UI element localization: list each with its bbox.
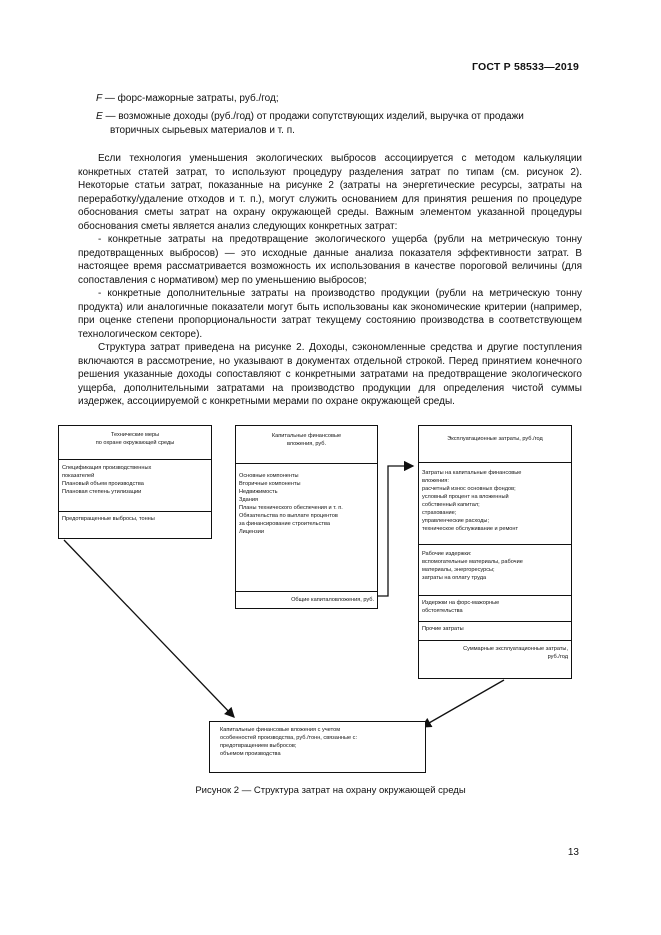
body-line: Основные компоненты — [239, 473, 299, 479]
title-line: Технические меры — [110, 432, 160, 438]
box-technical-measures — [58, 425, 212, 539]
box-capital-investments — [235, 425, 378, 609]
cell-line: вложения: — [422, 478, 449, 484]
cost-cell-other — [419, 622, 571, 641]
cell-line: затраты на оплату труда — [422, 575, 487, 581]
cell-line: Рабочие издержки: — [422, 551, 472, 557]
body-line: показателей — [62, 473, 95, 479]
box-line: предотвращением выбросов; — [220, 743, 297, 749]
definition-continuation: вторичных сырьевых материалов и т. п. — [110, 125, 295, 136]
body-line: Плановый объем производства — [62, 481, 144, 487]
body-line: Недвижимость — [239, 489, 278, 495]
body-line: Плановая степень утилизации — [62, 489, 142, 495]
body-line: Спецификация производственных — [62, 465, 152, 471]
cell-line: техническое обслуживание и ремонт — [422, 526, 519, 532]
cost-cell-capital — [419, 463, 571, 545]
definition-text: — возможные доходы (руб./год) от продажи сопутствующих изделий, выручка от продажи — [102, 111, 524, 122]
cell-line: обстоятельства — [422, 608, 463, 614]
title-line: по охране окружающей среды — [95, 440, 175, 446]
cell-line: Прочие затраты — [422, 626, 464, 632]
cell-line: управленческие расходы; — [422, 518, 489, 524]
paragraph: - конкретные затраты на предотвращение экологического ущерба (рубли на метрическую тонну предотвращенных выбросов) — это исходные данные анализа показателя эффективности затрат. В настоящее время рассматривается возможность их использования в качестве пороговой величины (для сопоставления с нормативом) мер по уменьшению выбросов; — [78, 234, 582, 286]
paragraph: - конкретные дополнительные затраты на производство продукции (рубли на метрическую тонну продукта) или аналогичные показатели могут быть использованы как экономические критерии (например, при оценке степени пропорциональности затрат текущему состоянию производства в соответствующем технологическом секторе). — [78, 288, 582, 340]
body-line: Планы технического обеспечения и т. п. — [239, 505, 343, 511]
arrow-box2-to-box3 — [378, 466, 413, 596]
definition-symbol: F — [96, 93, 103, 104]
body-line: Лицензии — [239, 529, 264, 535]
footer-line: Суммарные эксплуатационные затраты, — [463, 646, 568, 652]
definition-text: — форс-мажорные затраты, руб./год; — [102, 93, 279, 104]
paragraph: Если технология уменьшения экологических выбросов ассоциируется с методом калькуляции конкретных статей затрат, то используют процедуру разделения затрат по типам (см. рисунок 2). Некоторые статьи затрат, показанные на рисунке 2 (затраты на энергетические ресурсы, затраты на переработку/удаление отходов и т. п.), могут служить основанием для принятия решения по процедуре обоснования сметы затрат на охрану окружающей среды. Важным элементом указанной процедуры обоснования сметы является анализ следующих конкретных затрат: — [78, 153, 582, 232]
standard-header: ГОСТ Р 58533—2019 — [471, 61, 579, 73]
cell-line: условный процент на вложенный — [422, 494, 509, 500]
body-line: Обязательства по выплате процентов — [239, 513, 338, 519]
body-line: за финансирование строительства — [239, 521, 330, 527]
page-number: 13 — [567, 847, 579, 858]
body-line: Вторичные компоненты — [239, 481, 301, 487]
footer-line: руб./год — [547, 654, 568, 660]
box-footer: Предотвращенные выбросы, тонны — [62, 516, 155, 522]
cell-line: Издержки на форс-мажорные — [422, 600, 500, 606]
cell-line: страхование; — [422, 510, 457, 516]
cell-line: Затраты на капитальные финансовые — [422, 470, 522, 476]
box-capital-per-ton — [209, 721, 426, 773]
body-line: Здания — [239, 497, 258, 503]
box-body — [236, 464, 377, 592]
arrow-box3-to-box4 — [422, 680, 504, 727]
definition-symbol: E — [96, 111, 103, 122]
box-line: особенностей производства, руб./тонн, связанные с: — [220, 735, 358, 741]
box-operating-costs — [418, 425, 572, 679]
box-footer — [419, 641, 571, 662]
figure-caption: Рисунок 2 — Структура затрат на охрану окружающей среды — [195, 785, 466, 796]
cell-line: вспомогательные материалы, рабочие — [422, 559, 523, 565]
box-title — [236, 426, 377, 464]
arrow-box1-to-box4 — [64, 540, 234, 717]
cost-cell-operating — [419, 545, 571, 596]
box-title: Эксплуатационные затраты, руб./год — [419, 426, 571, 463]
cell-line: расчетный износ основных фондов; — [422, 486, 516, 492]
cell-line: материалы, энергоресурсы; — [422, 567, 495, 573]
cost-cell-force-majeure — [419, 596, 571, 622]
cell-line: собственный капитал; — [422, 502, 480, 508]
title-line: Капитальные финансовые — [271, 433, 342, 439]
box-line: объемом производства — [220, 751, 281, 757]
title-line: вложения, руб. — [286, 441, 327, 447]
box-title — [59, 426, 211, 460]
paragraph: Структура затрат приведена на рисунке 2. Доходы, сэкономленные средства и другие поступления включаются в рассмотрение, но указывают в документах отдельной строкой. Перед принятием конечного решения указанные доходы сопоставляют с конкретными затратами на предотвращение экологического ущерба, дополнительными затратами на производство продукции для определения чистой суммы издержек, ассоциируемой с конкретными мерами по охране окружающей среды. — [78, 342, 582, 407]
box-footer: Общие капиталовложения, руб. — [291, 597, 374, 603]
box-body — [59, 460, 211, 512]
box-line: Капитальные финансовые вложения с учетом — [220, 727, 341, 733]
